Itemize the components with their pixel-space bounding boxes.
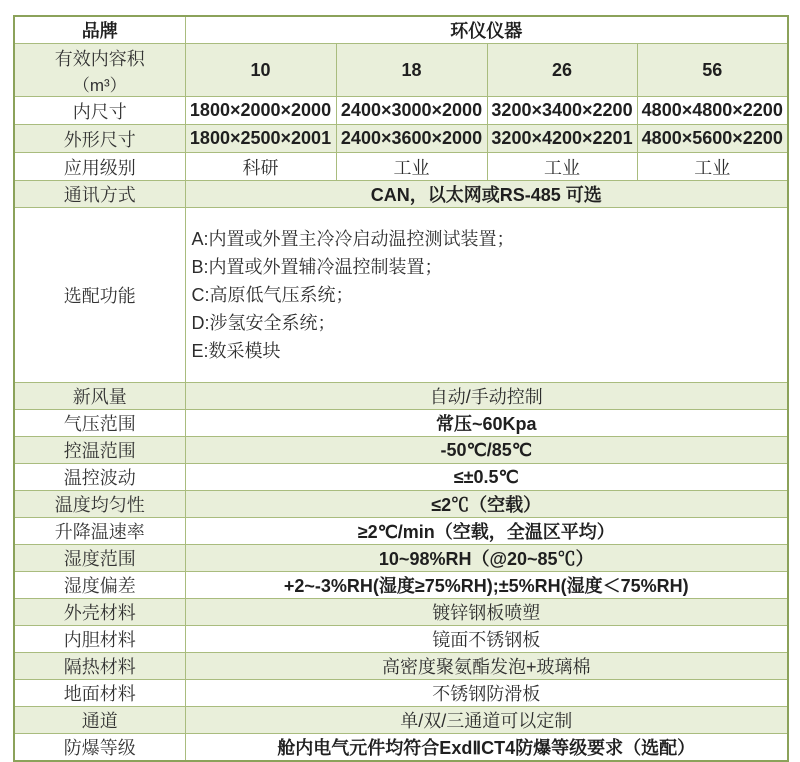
table-row xyxy=(14,653,788,680)
capacity-unit-label: （m³） xyxy=(72,75,127,95)
spec-value-cell: -50℃/85℃ xyxy=(185,437,788,464)
model-value-cell: 10 xyxy=(185,44,336,97)
row-label-cell xyxy=(14,44,185,97)
spec-value-cell: 镀锌钢板喷塑 xyxy=(185,599,788,626)
table-row xyxy=(14,518,788,545)
row-label-cell: 通讯方式 xyxy=(14,181,185,208)
table-row xyxy=(14,734,788,762)
row-label-cell: 地面材料 xyxy=(14,680,185,707)
spec-value-cell: 10~98%RH（@20~85℃） xyxy=(185,545,788,572)
row-label-cell: 通道 xyxy=(14,707,185,734)
table-row xyxy=(14,208,788,383)
spec-value-cell: ≤2℃（空载） xyxy=(185,491,788,518)
table-row xyxy=(14,437,788,464)
spec-value-cell: 镜面不锈钢板 xyxy=(185,626,788,653)
spec-value-cell: 自动/手动控制 xyxy=(185,383,788,410)
table-row xyxy=(14,44,788,97)
row-label-cell: 湿度偏差 xyxy=(14,572,185,599)
row-label-cell: 选配功能 xyxy=(14,208,185,383)
brand-value-cell: 环仪仪器 xyxy=(185,16,788,44)
model-value-cell: 3200×4200×2201 xyxy=(487,125,637,153)
model-value-cell: 工业 xyxy=(487,153,637,181)
spec-value-cell: 单/双/三通道可以定制 xyxy=(185,707,788,734)
table-row xyxy=(14,153,788,181)
option-line: B:内置或外置辅冷温控制装置； xyxy=(191,257,443,277)
row-label-cell: 内尺寸 xyxy=(14,97,185,125)
option-line: A:内置或外置主冷冷启动温控测试装置； xyxy=(191,229,515,249)
spec-table xyxy=(13,15,789,762)
row-label-cell: 温控波动 xyxy=(14,464,185,491)
spec-value-cell: ≥2℃/min（空载，全温区平均） xyxy=(185,518,788,545)
table-row xyxy=(14,545,788,572)
model-value-cell: 科研 xyxy=(185,153,336,181)
row-label-cell: 升降温速率 xyxy=(14,518,185,545)
option-line: D:涉氢安全系统； xyxy=(191,313,336,333)
row-label-cell: 控温范围 xyxy=(14,437,185,464)
table-row xyxy=(14,626,788,653)
spec-value-cell: 高密度聚氨酯发泡+玻璃棉 xyxy=(185,653,788,680)
spec-value-cell: CAN，以太网或RS-485 可选 xyxy=(185,181,788,208)
model-value-cell: 4800×4800×2200 xyxy=(637,97,788,125)
row-label-cell: 隔热材料 xyxy=(14,653,185,680)
table-row xyxy=(14,464,788,491)
row-label-cell: 品牌 xyxy=(14,16,185,44)
model-value-cell: 工业 xyxy=(336,153,487,181)
row-label-cell: 内胆材料 xyxy=(14,626,185,653)
capacity-label: 有效内容积 xyxy=(54,48,145,69)
spec-value-cell: +2~-3%RH(湿度≥75%RH);±5%RH(湿度＜75%RH) xyxy=(185,572,788,599)
row-label-cell: 防爆等级 xyxy=(14,734,185,762)
model-value-cell: 1800×2000×2000 xyxy=(185,97,336,125)
table-row xyxy=(14,599,788,626)
model-value-cell: 3200×3400×2200 xyxy=(487,97,637,125)
model-value-cell: 工业 xyxy=(637,153,788,181)
row-label-cell: 应用级别 xyxy=(14,153,185,181)
option-line: C:高原低气压系统； xyxy=(191,285,354,305)
spec-value-cell: 不锈钢防滑板 xyxy=(185,680,788,707)
row-label-cell: 外壳材料 xyxy=(14,599,185,626)
spec-value-cell: 常压~60Kpa xyxy=(185,410,788,437)
model-value-cell: 4800×5600×2200 xyxy=(637,125,788,153)
table-row xyxy=(14,707,788,734)
table-row xyxy=(14,410,788,437)
table-row xyxy=(14,491,788,518)
model-value-cell: 2400×3600×2000 xyxy=(336,125,487,153)
row-label-cell: 湿度范围 xyxy=(14,545,185,572)
table-row xyxy=(14,572,788,599)
model-value-cell: 18 xyxy=(336,44,487,97)
table-row xyxy=(14,16,788,44)
table-row xyxy=(14,181,788,208)
row-label-cell: 新风量 xyxy=(14,383,185,410)
model-value-cell: 1800×2500×2001 xyxy=(185,125,336,153)
table-row xyxy=(14,125,788,153)
spec-value-cell: 舱内电气元件均符合ExdⅡCT4防爆等级要求（选配） xyxy=(185,734,788,762)
table-row xyxy=(14,97,788,125)
model-value-cell: 26 xyxy=(487,44,637,97)
model-value-cell: 56 xyxy=(637,44,788,97)
spec-value-cell: ≤±0.5℃ xyxy=(185,464,788,491)
table-row xyxy=(14,383,788,410)
row-label-cell: 气压范围 xyxy=(14,410,185,437)
options-cell xyxy=(185,208,788,383)
row-label-cell: 外形尺寸 xyxy=(14,125,185,153)
option-line: E:数采模块 xyxy=(191,341,281,361)
model-value-cell: 2400×3000×2000 xyxy=(336,97,487,125)
table-row xyxy=(14,680,788,707)
row-label-cell: 温度均匀性 xyxy=(14,491,185,518)
